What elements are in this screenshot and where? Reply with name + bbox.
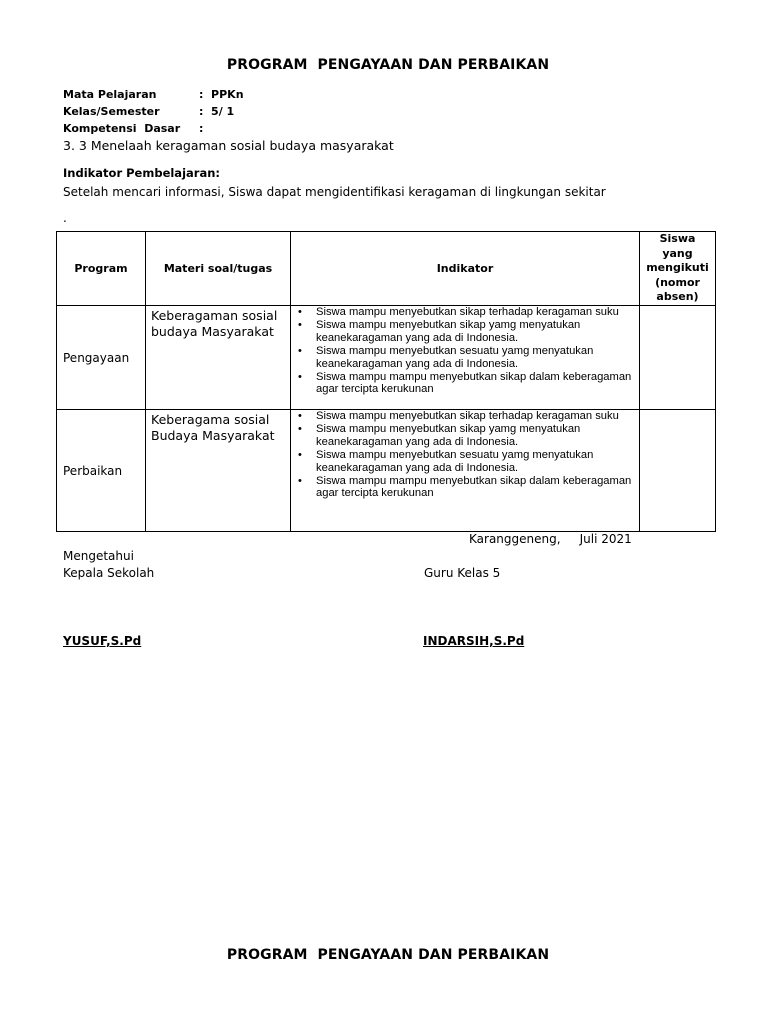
table-row xyxy=(57,306,716,410)
program-cell: Perbaikan xyxy=(57,410,146,532)
siswa-cell xyxy=(640,306,716,410)
header-materi: Materi soal/tugas xyxy=(146,232,291,306)
footer-title: PROGRAM PENGAYAAN DAN PERBAIKAN xyxy=(226,947,550,963)
right-role: Guru Kelas 5 xyxy=(424,566,501,580)
indicator-heading: Indikator Pembelajaran: xyxy=(63,166,220,180)
list-item: • Siswa mampu menyebutkan sesuatu yamg menyatukan keanekaragaman yang ada di Indonesia. xyxy=(316,345,639,371)
materi-cell: Keberagaman sosial budaya Masyarakat xyxy=(146,306,291,410)
list-item: • Siswa mampu mampu menyebutkan sikap dalam keberagaman agar tercipta kerukunan xyxy=(316,371,639,397)
header-program: Program xyxy=(57,232,146,306)
program-cell: Pengayaan xyxy=(57,306,146,410)
class-value: : 5/ 1 xyxy=(199,105,235,118)
table-row xyxy=(57,410,716,532)
document-title: PROGRAM PENGAYAAN DAN PERBAIKAN xyxy=(226,57,550,73)
indicator-list xyxy=(291,410,639,500)
indikator-cell xyxy=(291,306,640,410)
indikator-cell xyxy=(291,410,640,532)
header-indikator: Indikator xyxy=(291,232,640,306)
indicator-list xyxy=(291,306,639,396)
header-siswa: Siswa yang mengikuti (nomor absen) xyxy=(640,232,716,306)
list-item: • Siswa mampu menyebutkan sikap yamg menyatukan keanekaragaman yang ada di Indonesia. xyxy=(316,423,639,449)
subject-value: : PPKn xyxy=(199,88,244,101)
class-label: Kelas/Semester xyxy=(63,105,160,118)
list-item: • Siswa mampu mampu menyebutkan sikap dalam keberagaman agar tercipta kerukunan xyxy=(316,475,639,501)
list-item: • Siswa mampu menyebutkan sikap terhadap keragaman suku xyxy=(316,306,639,319)
subject-label: Mata Pelajaran xyxy=(63,88,157,101)
kd-text: 3. 3 Menelaah keragaman sosial budaya masyarakat xyxy=(63,138,394,153)
materi-cell: Keberagama sosial Budaya Masyarakat xyxy=(146,410,291,532)
indicator-dot: . xyxy=(63,211,67,225)
indicator-text: Setelah mencari informasi, Siswa dapat mengidentifikasi keragaman di lingkungan sekitar xyxy=(63,185,606,199)
program-table xyxy=(56,231,716,532)
siswa-cell xyxy=(640,410,716,532)
list-item: • Siswa mampu menyebutkan sesuatu yamg menyatukan keanekaragaman yang ada di Indonesia. xyxy=(316,449,639,475)
acknowledge-label: Mengetahui xyxy=(63,549,134,563)
list-item: • Siswa mampu menyebutkan sikap terhadap keragaman suku xyxy=(316,410,639,423)
left-role: Kepala Sekolah xyxy=(63,566,155,580)
kd-label: Kompetensi Dasar xyxy=(63,122,181,135)
left-signatory-name: YUSUF,S.Pd xyxy=(63,634,142,648)
kd-value: : xyxy=(199,122,204,135)
list-item: • Siswa mampu menyebutkan sikap yamg menyatukan keanekaragaman yang ada di Indonesia. xyxy=(316,319,639,345)
table-header-row xyxy=(57,232,716,306)
place-date: Karanggeneng, Juli 2021 xyxy=(469,532,632,546)
right-signatory-name: INDARSIH,S.Pd xyxy=(423,634,525,648)
